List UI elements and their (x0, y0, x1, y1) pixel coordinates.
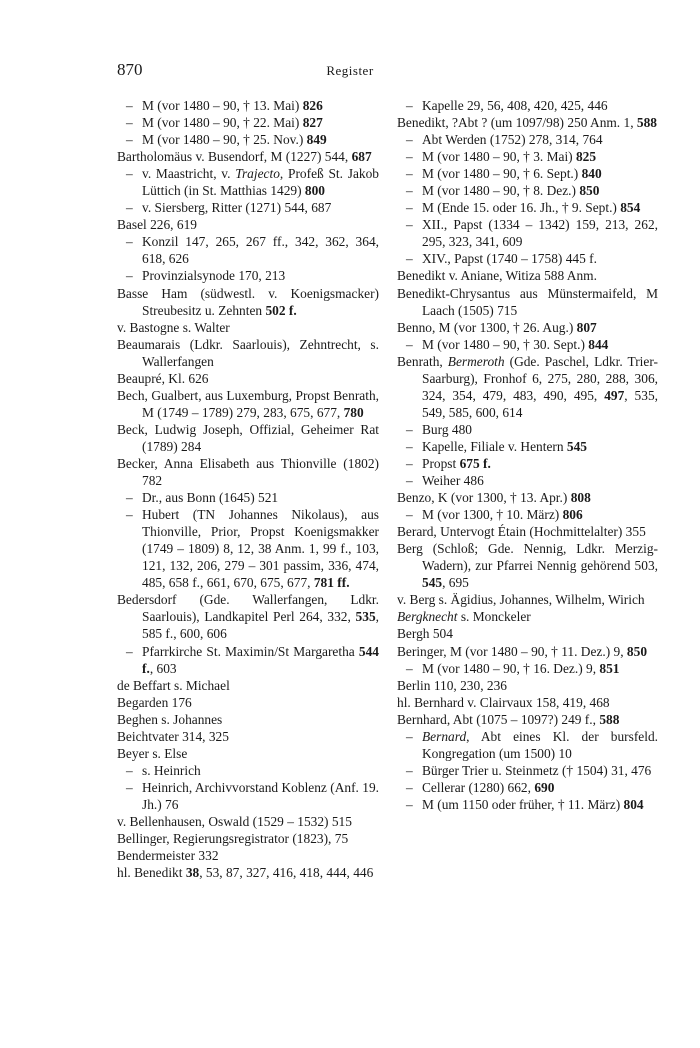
index-entry (397, 608, 658, 625)
index-subentry (117, 114, 379, 131)
entry-text: Benedikt, ?Abt ? (um 1097/98) 250 Anm. 1, (397, 115, 637, 131)
entry-text: Becker, Anna Elisabeth aus Thionville (1802) 782 (117, 455, 379, 489)
bold-page-reference: 588 (599, 711, 620, 727)
entry-text: Bellinger, Regierungsregistrator (1823), 75 (117, 831, 349, 847)
index-subentry (397, 336, 658, 353)
subentry-dash: – (126, 268, 133, 284)
entry-text: M (vor 1300, † 10. März) (422, 507, 563, 523)
subentry-dash: – (126, 132, 133, 148)
entry-text: Hubert (TN Johannes Nikolaus), aus Thionville, Prior, Propst Koenigsmakker (1749 – 1809) 8, 12, 38 Anm. 1, 99 f., 103, 121, 132, 206, 279 – 301 passim, 336, 474, 485, 658 f., 661, 670, 675, 677, (142, 507, 379, 591)
bold-page-reference: 825 (575, 149, 597, 165)
index-entry (117, 387, 379, 421)
index-entry (397, 694, 658, 711)
subentry-dash: – (406, 779, 413, 795)
subentry-dash: – (406, 98, 413, 113)
subentry-dash: – (406, 421, 413, 437)
subentry-dash: – (406, 251, 413, 267)
entry-text: M (Ende 15. oder 16. Jh., † 9. Sept.) (422, 200, 621, 216)
page-header (117, 60, 583, 82)
entry-text: de Beffart s. Michael (117, 677, 230, 693)
entry-text: Pfarrkirche St. Maximin/St Margaretha (142, 643, 359, 659)
entry-text: Bürger Trier u. Steinmetz († 1504) 31, 476 (422, 762, 652, 778)
bold-page-reference: 840 (581, 166, 602, 182)
index-entry (117, 370, 379, 387)
subentry-dash: – (126, 507, 133, 523)
entry-text: Beyer s. Else (117, 745, 188, 761)
subentry-dash: – (126, 490, 133, 506)
index-subentry (397, 762, 658, 779)
index-entry (397, 625, 658, 642)
entry-text: , Abt eines Kl. der bursfeld. Kongregation (um 1500) 10 (422, 728, 658, 761)
subentry-dash: – (126, 200, 133, 216)
index-subentry (117, 643, 379, 677)
entry-text: Benedikt-Chrysantus aus Münstermaifeld, M Laach (1505) 715 (397, 285, 658, 318)
bold-page-reference: 849 (306, 132, 327, 148)
entry-text: Bergh 504 (397, 626, 453, 642)
entry-text: Heinrich, Archivvorstand Koblenz (Anf. 19. Jh.) 76 (142, 779, 379, 812)
index-column-right (397, 97, 658, 813)
bold-page-reference: 781 ff. (313, 575, 350, 591)
bold-page-reference: 544 f. (142, 643, 379, 676)
bold-page-reference: 545 (422, 575, 443, 591)
index-entry (397, 114, 658, 131)
subentry-dash: – (406, 455, 413, 471)
bold-page-reference: 535 (355, 609, 376, 625)
subentry-dash: – (126, 643, 133, 659)
entry-text: Benno, M (vor 1300, † 26. Aug.) (397, 319, 577, 335)
italic-term: Bermeroth (447, 353, 505, 369)
subentry-dash: – (406, 796, 413, 812)
index-subentry (397, 182, 658, 199)
bold-page-reference: 502 f. (265, 302, 297, 318)
subentry-dash: – (126, 166, 133, 182)
entry-text: Kapelle 29, 56, 408, 420, 425, 446 (422, 98, 608, 113)
index-entry (397, 711, 658, 728)
index-entry (397, 540, 658, 591)
entry-text: XII., Papst (1334 – 1342) 159, 213, 262, 295, 323, 341, 609 (422, 217, 658, 250)
index-subentry (397, 506, 658, 523)
subentry-dash: – (406, 132, 413, 148)
index-subentry (117, 97, 379, 114)
entry-text: Beck, Ludwig Joseph, Offizial, Geheimer Rat (1789) 284 (117, 421, 379, 454)
entry-text: hl. Bernhard v. Clairvaux 158, 419, 468 (397, 694, 610, 710)
index-entry (397, 267, 658, 284)
subentry-dash: – (406, 149, 413, 165)
index-subentry (117, 131, 379, 148)
index-subentry (117, 233, 379, 267)
index-entry (117, 148, 379, 165)
entry-text: Begarden 176 (117, 694, 192, 710)
bold-page-reference: 588 (636, 115, 657, 131)
entry-text: , 695 (442, 575, 469, 591)
bold-page-reference: 690 (534, 779, 555, 795)
index-subentry (117, 165, 379, 199)
index-entry (117, 216, 379, 233)
index-subentry (397, 779, 658, 796)
entry-text: M (vor 1480 – 90, † 25. Nov.) (142, 132, 307, 148)
entry-text: Benedikt v. Aniane, Witiza 588 Anm. (397, 268, 597, 284)
index-entry (117, 455, 379, 489)
entry-text: , 603 (149, 660, 177, 676)
index-entry (117, 591, 379, 642)
entry-text: Abt Werden (1752) 278, 314, 764 (422, 132, 603, 148)
index-entry (397, 319, 658, 336)
entry-text: Beaupré, Kl. 626 (117, 370, 209, 386)
index-entry (117, 421, 379, 455)
index-subentry (397, 455, 658, 472)
bold-page-reference: 807 (576, 319, 597, 335)
entry-text: Berlin 110, 230, 236 (397, 677, 507, 693)
entry-text: M (vor 1480 – 90, † 30. Sept.) (422, 336, 589, 352)
entry-text: Berard, Untervogt Étain (Hochmittelalter) 355 (397, 524, 646, 540)
italic-term: Bergknecht (397, 609, 458, 625)
entry-text: Cellerar (1280) 662, (422, 779, 535, 795)
entry-text: M (um 1150 oder früher, † 11. März) (422, 796, 624, 812)
subentry-dash: – (406, 166, 413, 182)
subentry-dash: – (126, 98, 133, 113)
entry-text: hl. Benedikt (117, 865, 186, 881)
entry-text: Propst (422, 455, 460, 471)
bold-page-reference: 850 (626, 643, 648, 659)
entry-text: , 535, 549, 585, 600, 614 (422, 387, 658, 420)
bold-page-reference: 844 (588, 336, 609, 352)
index-subentry (397, 421, 658, 438)
index-entry (117, 285, 379, 319)
index-entry (117, 813, 379, 830)
bold-page-reference: 850 (579, 183, 600, 199)
subentry-dash: – (406, 762, 413, 778)
subentry-dash: – (406, 660, 413, 676)
subentry-dash: – (406, 336, 413, 352)
entry-text: Bendermeister 332 (117, 848, 219, 864)
entry-text: M (vor 1480 – 90, † 3. Mai) (422, 149, 576, 165)
bold-page-reference: 687 (351, 149, 372, 165)
entry-text: Burg 480 (422, 421, 472, 437)
index-subentry (117, 199, 379, 216)
entry-text: M (vor 1480 – 90, † 22. Mai) (142, 115, 303, 131)
entry-text: s. Heinrich (142, 762, 201, 778)
entry-text: , 585 f., 600, 606 (142, 609, 379, 642)
index-subentry (117, 267, 379, 284)
entry-text: M (vor 1480 – 90, † 6. Sept.) (422, 166, 582, 182)
entry-text: Bedersdorf (Gde. Wallerfangen, Ldkr. Saarlouis), Landkapitel Perl 264, 332, (117, 592, 379, 625)
entry-text: Kapelle, Filiale v. Hentern (422, 438, 567, 454)
entry-text: Dr., aus Bonn (1645) 521 (142, 490, 279, 506)
index-subentry (397, 216, 658, 250)
entry-text: s. Monckeler (457, 609, 531, 625)
bold-page-reference: 545 (566, 438, 587, 454)
entry-text: v. Bellenhausen, Oswald (1529 – 1532) 515 (117, 813, 352, 829)
entry-text: v. Maastricht, v. (142, 166, 236, 182)
entry-text: Benzo, K (vor 1300, † 13. Apr.) (397, 490, 571, 506)
index-subentry (117, 489, 379, 506)
subentry-dash: – (126, 115, 133, 131)
subentry-dash: – (126, 762, 133, 778)
index-subentry (397, 97, 658, 114)
entry-text: Basel 226, 619 (117, 217, 197, 233)
entry-text: Bartholomäus v. Busendorf, M (1227) 544, (117, 149, 352, 165)
bold-page-reference: 851 (599, 660, 620, 676)
italic-term: Bernard (422, 728, 467, 744)
bold-page-reference: 780 (343, 404, 364, 420)
index-subentry (117, 762, 379, 779)
italic-term: Trajecto (235, 166, 280, 182)
index-subentry (397, 199, 658, 216)
bold-page-reference: 38 (185, 865, 200, 881)
index-entry (117, 728, 379, 745)
entry-text: Beringer, M (vor 1480 – 90, † 11. Dez.) 9, (397, 643, 627, 659)
entry-text: M (vor 1480 – 90, † 8. Dez.) (422, 183, 580, 199)
index-entry (117, 336, 379, 370)
index-entry (397, 643, 658, 660)
index-subentry (397, 796, 658, 813)
index-entry (397, 285, 658, 319)
index-entry (117, 847, 379, 864)
index-entry (397, 523, 658, 540)
subentry-dash: – (126, 779, 133, 795)
bold-page-reference: 675 f. (459, 455, 491, 471)
index-entry (397, 677, 658, 694)
subentry-dash: – (406, 217, 413, 233)
entry-text: Berg (Schloß; Gde. Nennig, Ldkr. Merzig-Wadern), zur Pfarrei Nennig gehörend 503, (397, 541, 658, 574)
subentry-dash: – (406, 200, 413, 216)
bold-page-reference: 800 (304, 183, 325, 199)
subentry-dash: – (406, 473, 413, 489)
index-subentry (117, 779, 379, 813)
subentry-dash: – (406, 183, 413, 199)
bold-page-reference: 826 (302, 98, 323, 113)
entry-text: Beaumarais (Ldkr. Saarlouis), Zehntrecht, s. Wallerfangen (117, 336, 379, 369)
entry-text: Konzil 147, 265, 267 ff., 342, 362, 364, 618, 626 (142, 234, 379, 267)
subentry-dash: – (126, 234, 133, 250)
index-entry (397, 591, 658, 608)
bold-page-reference: 854 (620, 200, 641, 216)
index-entry (117, 694, 379, 711)
entry-text: Weiher 486 (422, 473, 484, 489)
index-subentry (397, 131, 658, 148)
index-subentry (397, 250, 658, 267)
index-entry (117, 319, 379, 336)
entry-text: (Gde. Paschel, Ldkr. Trier-Saarburg), Fronhof 6, 275, 280, 288, 306, 324, 354, 479, 483, 490, 495, (422, 353, 658, 403)
entry-text: Basse Ham (südwestl. v. Koenigsmacker) Streubesitz u. Zehnten (117, 285, 379, 318)
bold-page-reference: 804 (623, 796, 644, 812)
entry-text: Bernhard, Abt (1075 – 1097?) 249 f., (397, 711, 600, 727)
index-entry (397, 353, 658, 421)
subentry-dash: – (406, 507, 413, 523)
entry-text: Bech, Gualbert, aus Luxemburg, Propst Benrath, M (1749 – 1789) 279, 283, 675, 677, (117, 387, 379, 420)
bold-page-reference: 806 (562, 507, 583, 523)
index-subentry (397, 660, 658, 677)
entry-text: , Profeß St. Jakob Lüttich (in St. Matthias 1429) (142, 166, 379, 199)
index-subentry (117, 506, 379, 591)
entry-text: Beghen s. Johannes (117, 711, 223, 727)
index-entry (117, 711, 379, 728)
index-subentry (397, 148, 658, 165)
index-subentry (397, 472, 658, 489)
entry-text: M (vor 1480 – 90, † 16. Dez.) 9, (422, 660, 600, 676)
index-entry (397, 489, 658, 506)
entry-text: v. Berg s. Ägidius, Johannes, Wilhelm, Wirich (397, 592, 645, 608)
page-number: 870 (117, 60, 143, 79)
subentry-dash: – (406, 728, 413, 744)
entry-text: Provinzialsynode 170, 213 (142, 268, 286, 284)
bold-page-reference: 827 (302, 115, 323, 131)
entry-text: v. Bastogne s. Walter (117, 319, 230, 335)
entry-text: , 53, 87, 327, 416, 418, 444, 446 (199, 865, 374, 881)
entry-text: Benrath, (397, 353, 448, 369)
bold-page-reference: 808 (570, 490, 591, 506)
index-entry (117, 677, 379, 694)
index-entry (117, 864, 379, 881)
running-head: Register (326, 63, 374, 78)
index-entry (117, 830, 379, 847)
entry-text: M (vor 1480 – 90, † 13. Mai) (142, 98, 303, 113)
index-column-left (117, 97, 379, 881)
entry-text: Beichtvater 314, 325 (117, 728, 229, 744)
index-subentry (397, 728, 658, 762)
entry-text: XIV., Papst (1740 – 1758) 445 f. (422, 251, 597, 267)
index-subentry (397, 165, 658, 182)
index-subentry (397, 438, 658, 455)
subentry-dash: – (406, 438, 413, 454)
entry-text: v. Siersberg, Ritter (1271) 544, 687 (142, 200, 332, 216)
bold-page-reference: 497 (604, 387, 625, 403)
index-entry (117, 745, 379, 762)
